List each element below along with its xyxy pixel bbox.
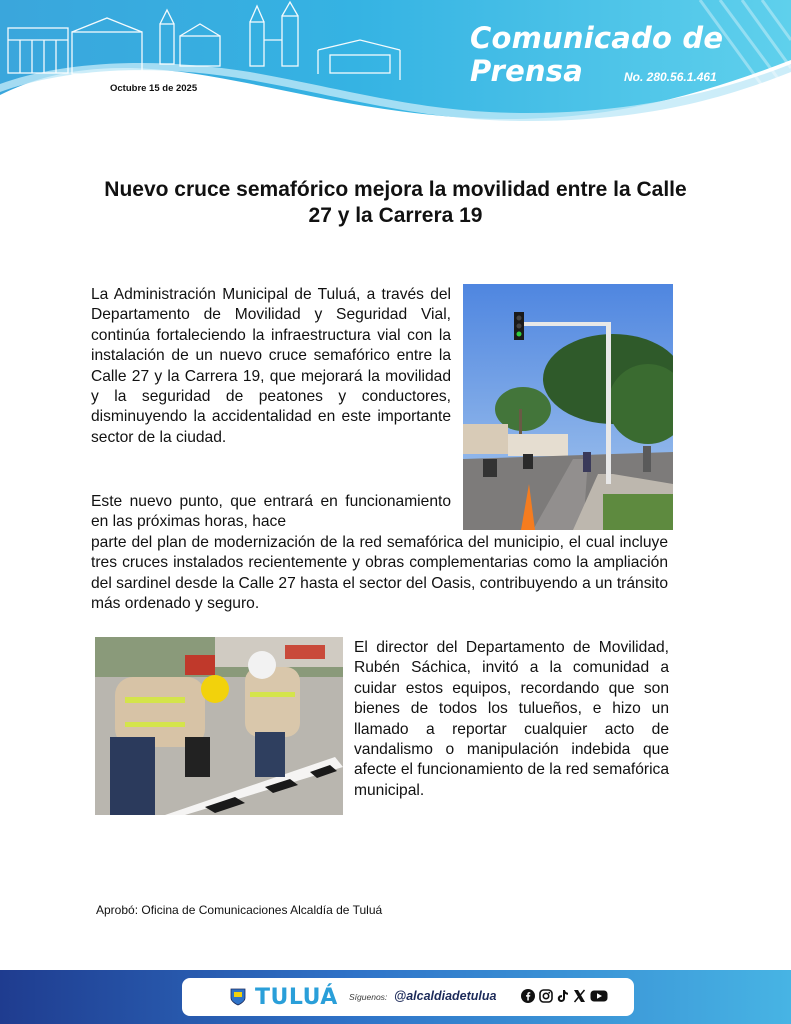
press-release-title: Comunicado de Prensa: [470, 21, 724, 88]
social-icons: [521, 989, 608, 1008]
approval-note: Aprobó: Oficina de Comunicaciones Alcaldía de Tuluá: [96, 903, 383, 917]
headline: Nuevo cruce semafórico mejora la movilidad entre la Calle 27 y la Carrera 19: [104, 178, 687, 227]
facebook-icon[interactable]: [521, 989, 535, 1008]
traffic-light-photo: [463, 284, 673, 530]
footer-pill: [182, 978, 634, 1016]
paragraph-intro: La Administración Municipal de Tuluá, a través del Departamento de Movilidad y Seguridad Vial, continúa fortaleciendo la infraestructura vial con la instalación de un nuevo cruce semafórico entre la Calle 27 y la Carrera 19, que mejorará la movilidad y la seguridad de peatones y conductores, disminuyendo la accidentalidad en este importante sector de la ciudad.: [91, 286, 451, 446]
x-icon[interactable]: [573, 989, 586, 1008]
paragraph-director: El director del Departamento de Movilidad, Rubén Sáchica, invitó a la comunidad a cuidar estos equipos, recordando que son bienes de todos los tulueños, e hizo un llamado a reportar cualquier acto de vandalismo o manipulación indebida que afecte el funcionamiento de la red semafórica municipal.: [354, 639, 669, 799]
paragraph-plan-part2: parte del plan de modernización de la red semafórica del municipio, el cual incluye tres cruces instalados recientemente y obras complementarias como la ampliación del sardinel desde la Calle 27 hasta el sector del Oasis, contribuyendo a un tránsito más ordenado y seguro.: [91, 534, 668, 613]
workers-photo: [95, 637, 343, 815]
tiktok-icon[interactable]: [557, 989, 569, 1008]
instagram-icon[interactable]: [539, 989, 553, 1008]
press-release-date: Octubre 15 de 2025: [110, 83, 198, 94]
press-release-number: No. 280.56.1.461: [624, 70, 717, 84]
footer-bar: [0, 970, 791, 1024]
paragraph-plan-part1: Este nuevo punto, que entrará en funcionamiento en las próximas horas, hace: [91, 493, 451, 531]
youtube-icon[interactable]: [590, 989, 608, 1008]
press-header: [0, 0, 791, 130]
follow-label: Síguenos:: [349, 992, 388, 1002]
tulua-logo: TULUÁ: [255, 985, 338, 1010]
social-handle[interactable]: @alcaldiadetulua: [394, 989, 497, 1003]
crest-icon: [230, 988, 246, 1006]
